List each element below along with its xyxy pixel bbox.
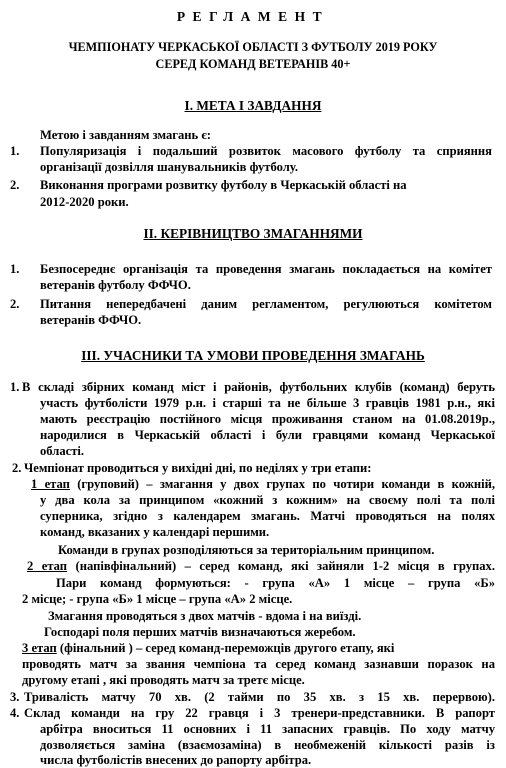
section-3-stage-2-pairs-a: Пари команд формуються: - група «А» 1 місце – група «Б» bbox=[56, 576, 495, 590]
section-3-p4-line-4: числа футболістів внесених до рапорту арбітра. bbox=[40, 753, 312, 767]
section-1-item-2-line-1: Виконання програми розвитку футболу в Черкаській області на bbox=[40, 178, 407, 192]
section-3-stage-2-note-2: Господарі поля перших матчів визначаються жеребом. bbox=[44, 625, 356, 639]
section-3-p1-line-4: народилися в Черкаській області і були гравцями команд Черкаської bbox=[40, 428, 495, 442]
section-1-intro: Метою і завданням змагань є: bbox=[40, 128, 211, 142]
section-2-heading: ІІ. КЕРІВНИЦТВО ЗМАГАННЯМИ bbox=[143, 226, 363, 241]
section-3-p1-number: 1. bbox=[10, 380, 20, 394]
section-2-item-1-line-2: ветеранів футболу ФФЧО. bbox=[40, 278, 191, 292]
section-3-p1-line-2: участь футболісти 1979 р.н. і старші та не більше 3 гравців 1981 р.н., які bbox=[40, 396, 495, 410]
section-3-stage-1-line-1 bbox=[31, 477, 495, 492]
section-2-item-2-line-1: Питання непередбачені даним регламентом, регулюються комітетом bbox=[40, 297, 492, 311]
section-1-heading: I. МЕТА І ЗАВДАННЯ bbox=[184, 98, 322, 113]
subtitle-line-2: СЕРЕД КОМАНД ВЕТЕРАНІВ 40+ bbox=[155, 57, 351, 71]
section-3-stage-3-line-3: другому етапі , які проводять матч за третє місце. bbox=[22, 673, 305, 687]
section-3-p4-line-3: дозволяється заміна (взаємозаміна) в необмеженій кількості разів із bbox=[40, 738, 495, 752]
stage-2-text: (напівфінальний) – серед команд, які зайняли 1-2 місця в групах. bbox=[75, 559, 496, 573]
section-3-stage-3-line-1 bbox=[22, 641, 394, 656]
section-1-item-2-number: 2. bbox=[10, 178, 20, 192]
section-1-item-1-number: 1. bbox=[10, 144, 20, 158]
section-3-p4-number: 4. bbox=[10, 706, 20, 720]
section-3-p1-line-1: В складі збірних команд міст і районів, футбольних клубів (команд) беруть bbox=[22, 380, 495, 394]
section-3-stage-2-line-1 bbox=[27, 559, 495, 574]
section-1-item-1-line-2: організації дозвілля шанувальників футболу. bbox=[40, 160, 298, 174]
section-2-item-1-line-1: Безпосереднє організація та проведення змагань покладається на комітет bbox=[40, 262, 492, 276]
stage-3-label: 3 етап bbox=[22, 641, 57, 655]
section-3-heading: ІІІ. УЧАСНИКИ ТА УМОВИ ПРОВЕДЕННЯ ЗМАГАНЬ bbox=[81, 348, 425, 363]
section-3-p1-line-3: мають реєстрацію постійного місця проживання станом на 01.08.2019р., bbox=[40, 412, 495, 426]
section-3-p2-number: 2. bbox=[12, 461, 22, 475]
stage-3-text: (фінальний ) – серед команд-переможців другого етапу, які bbox=[59, 641, 395, 655]
section-3-p4-line-1: Склад команди на гру 22 гравця і 3 тренери-представники. В рапорт bbox=[24, 706, 495, 720]
section-1-item-2-line-2: 2012-2020 роки. bbox=[40, 195, 129, 209]
section-3-stage-2-note-1: Змагання проводяться з двох матчів - вдома і на виїзді. bbox=[48, 609, 362, 623]
section-3-p2-intro: Чемпіонат проводиться у вихідні дні, по неділях у три етапи: bbox=[24, 461, 372, 475]
section-3-stage-1-line-4: команд, вказаних у календарі першими. bbox=[40, 525, 270, 539]
section-3-p3-text: Тривалість матчу 70 хв. (2 тайми по 35 хв. з 15 хв. перервою). bbox=[24, 690, 495, 704]
section-3-stage-2-pairs-b: 2 місце; - група «Б» 1 місце – група «А» 2 місце. bbox=[22, 592, 293, 606]
section-2-item-2-number: 2. bbox=[10, 297, 20, 311]
section-3-p1-line-5: області. bbox=[40, 444, 85, 458]
subtitle-line-1: ЧЕМПІОНАТУ ЧЕРКАСЬКОЇ ОБЛАСТІ З ФУТБОЛУ 2019 РОКУ bbox=[68, 40, 438, 54]
section-3-stage-1-line-2: у два кола за принципом «кожний з кожним» на своєму полі та полі bbox=[40, 493, 495, 507]
stage-1-label: 1 етап bbox=[31, 477, 70, 491]
section-2-item-2-line-2: ветеранів ФФЧО. bbox=[40, 313, 142, 327]
stage-2-label: 2 етап bbox=[27, 559, 68, 573]
document-title: РЕГЛАМЕНТ bbox=[176, 9, 330, 24]
section-3-stage-1-line-3: суперника, згідно з календарем змагань. Матчі проводяться на полях bbox=[40, 509, 495, 523]
section-3-p4-line-2: арбітра вноситься 11 основних і 11 запасних гравців. По ходу матчу bbox=[40, 722, 495, 736]
section-1-item-1-line-1: Популяризація і подальший розвиток масового футболу та сприяння bbox=[40, 144, 492, 158]
section-3-p3-number: 3. bbox=[10, 690, 20, 704]
section-3-stage-1-note: Команди в групах розподіляються за територіальним принципом. bbox=[58, 543, 435, 557]
stage-1-text: (груповий) – змагання у двох групах по чотири команди в кожній, bbox=[77, 477, 495, 491]
section-3-stage-3-line-2: проводять матч за звання чемпіона та серед команд зазнавши поразок на bbox=[22, 657, 495, 671]
section-2-item-1-number: 1. bbox=[10, 262, 20, 276]
